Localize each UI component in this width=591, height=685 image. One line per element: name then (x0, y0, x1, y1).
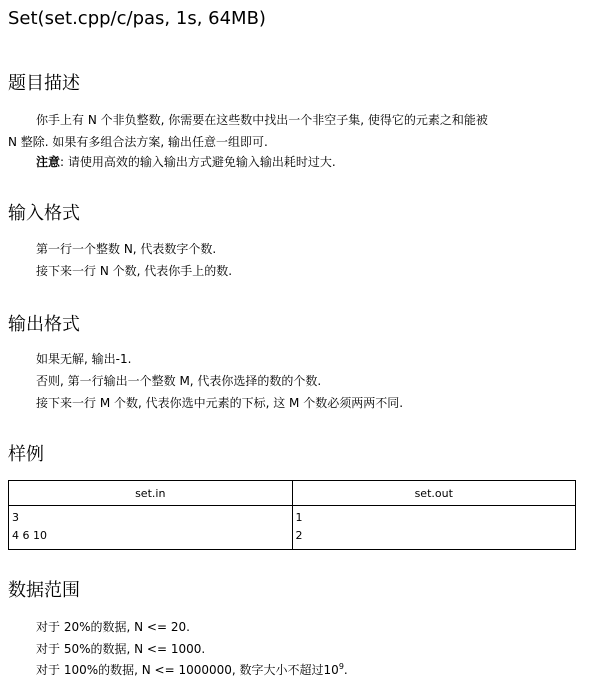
output-format-line-1: 如果无解, 输出-1. (36, 352, 132, 366)
constraints-heading: 数据范围 (8, 580, 80, 601)
sample-table (8, 480, 576, 550)
description-line-2: N 整除. 如果有多组合法方案, 输出任意一组即可. (8, 135, 268, 149)
description-heading: 题目描述 (8, 73, 80, 94)
constraints-line-3-prefix: 对于 100%的数据, N <= 1000000, 数字大小不超过10 (36, 663, 339, 677)
sample-input-line-2: 4 6 10 (12, 529, 47, 542)
note-label: 注意 (36, 155, 61, 169)
sample-header-row (9, 481, 576, 506)
sample-output-column-header: set.out (292, 481, 576, 506)
note-text: : 请使用高效的输入输出方式避免输入输出耗时过大. (60, 155, 336, 169)
sample-output-line-1: 1 (295, 511, 303, 524)
sample-input-cell (9, 506, 293, 550)
output-format-heading: 输出格式 (8, 314, 80, 335)
sample-output-line-2: 2 (295, 529, 303, 542)
constraints-line-3-suffix: . (343, 663, 348, 677)
description-note (36, 152, 336, 172)
input-format-line-2: 接下来一行 N 个数, 代表你手上的数. (36, 264, 233, 278)
sample-data-row (9, 506, 576, 550)
input-format-line-1: 第一行一个整数 N, 代表数字个数. (36, 242, 217, 256)
page-title: Set(set.cpp/c/pas, 1s, 64MB) (8, 8, 266, 29)
description-line-1: 你手上有 N 个非负整数, 你需要在这些数中找出一个非空子集, 使得它的元素之和能被 (36, 113, 488, 127)
constraints-line-1: 对于 20%的数据, N <= 20. (36, 620, 190, 634)
input-format-heading: 输入格式 (8, 203, 80, 224)
sample-heading: 样例 (8, 444, 44, 465)
output-format-line-3: 接下来一行 M 个数, 代表你选中元素的下标, 这 M 个数必须两两不同. (36, 396, 404, 410)
sample-output-cell (292, 506, 576, 550)
constraints-exponent: 9 (338, 662, 344, 671)
sample-input-column-header: set.in (9, 481, 293, 506)
sample-input-line-1: 3 (12, 511, 19, 524)
constraints-line-3 (36, 660, 348, 680)
constraints-line-2: 对于 50%的数据, N <= 1000. (36, 642, 206, 656)
output-format-line-2: 否则, 第一行输出一个整数 M, 代表你选择的数的个数. (36, 374, 322, 388)
